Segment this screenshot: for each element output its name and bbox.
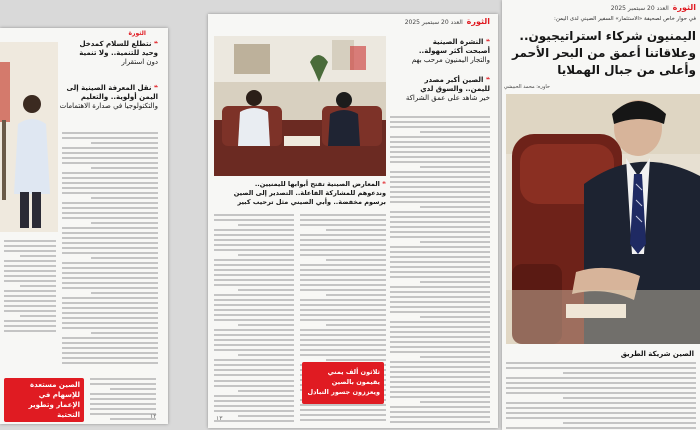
right-ambassador-photo	[506, 94, 700, 344]
left-headline-1: ❝ نتطلع للسلام كمدخل وحيد للتنمية.. ولا تنمية دون استقرار	[79, 40, 158, 66]
middle-headline-1: ❝ النشرة الصينية أصبحت أكثر سهولة.. والتجار اليمنيون مرحب بهم	[411, 38, 490, 64]
middle-page-number: ١٣	[216, 415, 223, 422]
left-column-text-3	[90, 378, 156, 423]
left-masthead: الثورة	[128, 30, 146, 37]
right-main-headline: اليمنيون شركاء استراتيجيون.. وعلاقاتنا أعمق من البحر الأحمر وأعلى من جبال الهملايا	[512, 29, 696, 77]
middle-page	[208, 14, 498, 428]
left-column-text	[62, 132, 158, 367]
middle-interview-photo	[214, 36, 386, 176]
middle-headline-2: ❝ الصين أكبر مصدر لليمن.. والسوق لدي خير شاهد على عمق الشراكة	[405, 76, 490, 102]
right-bottom-text	[506, 362, 696, 430]
left-pull-quote: الصين مستعدة للإسهام في الإعمار وتطوير التحتية	[4, 378, 84, 422]
middle-masthead: الثورة العدد 20 سبتمبر 2025	[404, 17, 490, 26]
left-headline-2: ❝ نقل المعرفة الصينية إلى اليمن أولوية.. والتعليم والتكنولوجيا في صدارة الاهتمامات	[59, 84, 158, 110]
middle-bottom-left-text	[214, 380, 294, 425]
middle-right-column-text	[390, 116, 490, 426]
middle-photo-caption: ❝ المعارض الصينية تفتح أبوابها لليمنيين.. وندعوهم للمشاركة الفاعلة.. التصدير إلى الصين برسوم مخفضة.. وأبي الصيني مثل ترحيب كبير	[233, 180, 386, 206]
left-page	[0, 28, 168, 424]
right-section-title: الصين شريكة الطريق	[620, 350, 694, 358]
right-byline: حاوره: محمد الحبيشي	[503, 84, 550, 90]
right-page	[502, 0, 700, 430]
left-column-text-2	[4, 240, 56, 335]
left-page-number: ١٢	[150, 413, 157, 420]
left-photo	[0, 42, 58, 232]
right-masthead: الثورة العدد 20 سبتمبر 2025	[610, 3, 696, 12]
middle-pull-quote: ثلاثون ألف يمني يقيمون بالصين ويعززون جسور التبادل	[302, 362, 384, 404]
middle-left-column-text	[214, 214, 294, 379]
right-kicker: في حوار خاص لصحيفة «الاستثمار» السفير الصيني لدى اليمن:	[554, 16, 696, 22]
